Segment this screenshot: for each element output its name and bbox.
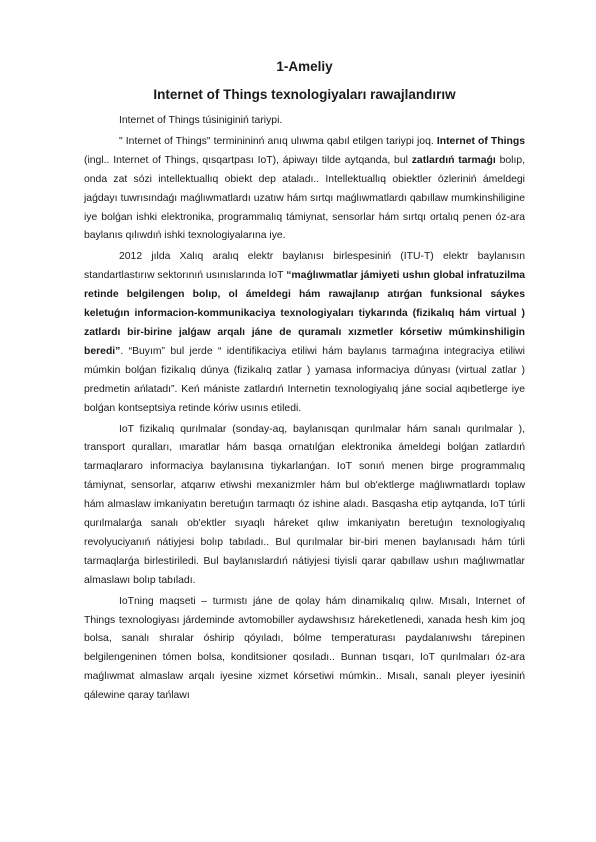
- document-body: [84, 58, 525, 708]
- paragraph-2-text-c: . “Buyım” bul jerde “ identifikaciya etiliwi hám baylanıs tarmaǵına integraciya etiliwi múmkin bolǵan fizikalıq dúnya (fizikalıq zatlar ) yamasa informaciya dúnyası (virtual zatlar ) predmetin ańlatadı”. Keń mániste zatlardıń Internetin texnologiyalıq jáne social aqıbetlerge iye bolǵan kontseptsiya retinde kóriw usınıs etiledi.: [84, 345, 525, 414]
- paragraph-3: IoT fizikalıq qurılmalar (sonday-aq, baylanısqan qurılmalar hám sanalı qurılmalar ), transport quralları, ımaratlar hám basqa ornatılǵan elektronika ámeldegi bolǵan zatlardıń tarmaqlararo informaciya baylanısına tiykarlanǵan. IoT sonıń menen birge programmalıq támiynat, sensorlar, atqarıw etiwshi mexanizmler hám bul ob'ektlerge maǵlıwmatlardı toplaw hám almaslaw imkaniyatın beretuǵın tarmaqtı óz ishine aladı. Basqasha etip aytqanda, IoT túrli qurılmalarǵa sanalı ob'ektler sıyaqlı háreket qılıw imkaniyatın beretuǵın texnologiyalıq revolyuciyanıń nátiyjesi bolıp tabıladı.. Bul qurılmalar bir-biri menen baylanısadı hám túrli tarmaqlarǵa birlestiriledi. Bul baylanıslardıń nátiyjesi tiyisli qarar qabıllaw ushın maǵlıwmatlar almaslawı bolıp tabıladı.: [84, 423, 525, 586]
- paragraph-1-text-a: " Internet of Things" terminininń anıq ulıwma qabıl etilgen tariypi joq.: [119, 135, 437, 147]
- page-subtitle: Internet of Things texnologiyaları rawajlandırıw: [153, 87, 456, 102]
- paragraph-2-bold-definition: “maǵlıwmatlar jámiyeti ushın global infratuzilma retinde belgilengen bolıp, ol ámeldegi hám rawajlanıp atırǵan funksional sáykes keletuǵın informacion-kommunikaciya texnologiyaları tiykarında (fizikalıq hám virtual ) zatlardı bir-birine jalǵaw arqalı jáne de quramalı xızmetler kórsetiw múmkinshiligin beredi”: [84, 270, 525, 357]
- paragraph-1: [84, 133, 525, 246]
- paragraph-1-text-c: (ingl.. Internet of Things, qısqartpası IoT), ápiwayı tilde aytqanda, bul: [84, 154, 412, 166]
- section-subheading: Internet of Things túsiniginiń tariypi.: [119, 115, 283, 126]
- paragraph-1-bold-network: zatlardıń tarmaǵı: [411, 154, 496, 166]
- paragraph-1-text-e: bolıp, onda zat sózi intellektuallıq obiekt dep ataladı.. Intellektuallıq obiektler ózleriniń ámeldegi jaǵdayı tuwrısındaǵı maǵlıwmatlardı uzatıw hám sırtqı maǵlıwmatlardı qabıllaw mumkinshiligine iye bolǵan ishki elektronika, programmalıq támiynat, sensorlar hám sırtqı ortalıq penen óz-ara baylanıs qılıwdıń ishki texnologiyalarına iye.: [84, 154, 525, 242]
- paragraph-2-text-a: 2012 jılda Xalıq aralıq elektr baylanısı birlespesiniń (ITU-T) elektr baylanısın standartlastırıw sektorınıń usınıslarında IoT: [84, 251, 525, 282]
- paragraph-2: [84, 248, 525, 418]
- paragraph-1-bold-iot: Internet of Things: [436, 135, 525, 147]
- page-title: 1-Ameliy: [276, 59, 333, 74]
- paragraph-4: IoTning maqseti – turmıstı jáne de qolay hám dinamikalıq qılıw. Mısalı, Internet of Things texnologiyası járdeminde avtomobiller aydawshısız háreketlenedi, xanada hesh kim joq bolsa, sanalı shıralar óshirip qóyıladı, bólme temperaturası paydalanıwshı tárepinen belgilengeninen tómen bolsa, konditsioner qosıladı.. Bunnan tısqarı, IoT qurılmaları óz-ara maǵlıwmat almaslaw arqalı iyesine xizmet kórsetiwi múmkin.. Mısalı, sanalı pleyer iyesiniń qálewine qaray tańlawı: [84, 595, 525, 702]
